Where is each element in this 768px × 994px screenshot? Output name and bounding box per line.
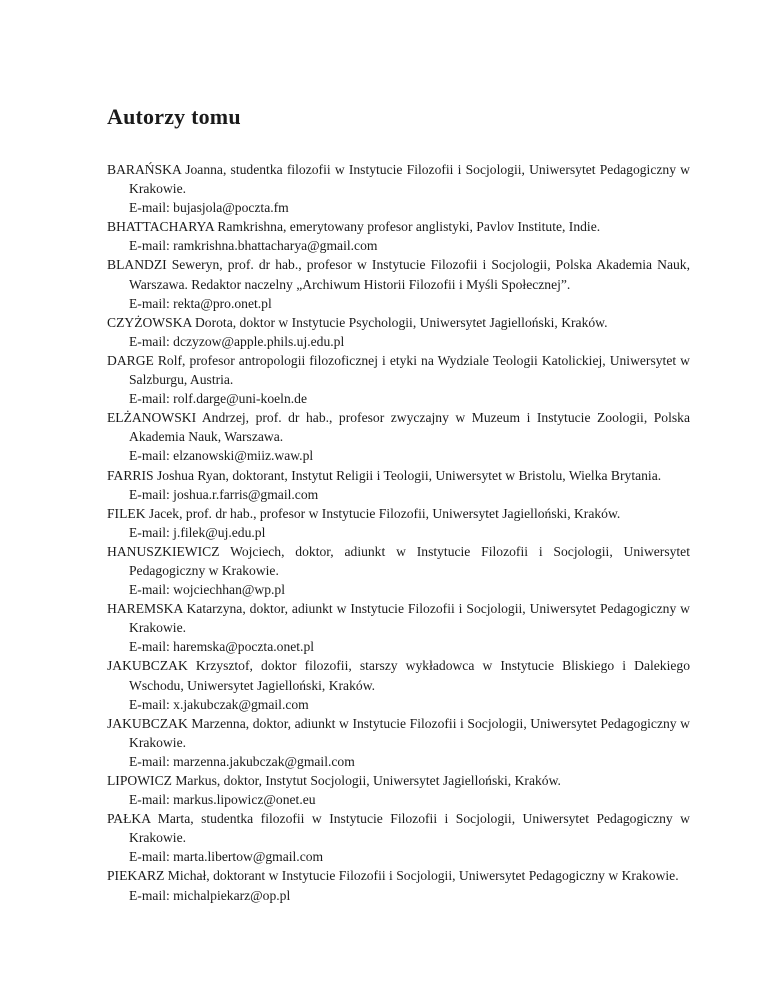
email-label: E-mail: [129,391,174,407]
author-entry [107,866,690,904]
author-description: FILEK Jacek, prof. dr hab., profesor w Instytucie Filozofii, Uniwersytet Jagielloński, Kraków. [107,505,621,521]
author-entry [107,217,690,255]
author-entry [107,809,690,866]
author-entry [107,466,690,504]
email-label: E-mail: [129,524,174,540]
author-description: ELŻANOWSKI Andrzej, prof. dr hab., profesor zwyczajny w Muzeum i Instytucie Zoologii, Polska Akademia Nauk, Warszawa. [107,410,690,445]
author-description: PAŁKA Marta, studentka filozofii w Instytucie Filozofii i Socjologii, Uniwersytet Pedagogiczny w Krakowie. [107,811,690,846]
author-email: rekta@pro.onet.pl [173,295,272,311]
email-label: E-mail: [129,582,174,598]
page-title: Autorzy tomu [107,104,241,129]
email-label: E-mail: [129,486,174,502]
email-label: E-mail: [129,295,174,311]
author-email: joshua.r.farris@gmail.com [173,486,319,502]
author-entry [107,351,690,408]
email-label: E-mail: [129,639,174,655]
author-email: elzanowski@miiz.waw.pl [173,448,314,464]
email-label: E-mail: [129,696,174,712]
author-email: haremska@poczta.onet.pl [173,639,315,655]
email-label: E-mail: [129,887,174,903]
email-label: E-mail: [129,792,174,808]
author-email: bujasjola@poczta.fm [173,200,289,216]
email-label: E-mail: [129,200,174,216]
author-email: marta.libertow@gmail.com [173,849,324,865]
author-entry [107,542,690,599]
author-email: rolf.darge@uni-koeln.de [173,391,307,407]
author-entry [107,313,690,351]
author-email: marzenna.jakubczak@gmail.com [173,753,355,769]
author-email: j.filek@uj.edu.pl [173,524,266,540]
author-email-line [129,580,690,599]
author-description: HAREMSKA Katarzyna, doktor, adiunkt w Instytucie Filozofii i Socjologii, Uniwersytet Pedagogiczny w Krakowie. [107,601,690,636]
author-description: JAKUBCZAK Krzysztof, doktor filozofii, starszy wykładowca w Instytucie Bliskiego i Dalekiego Wschodu, Uniwersytet Jagielloński, Kraków. [107,658,690,693]
author-email-line [129,198,690,217]
author-description: FARRIS Joshua Ryan, doktorant, Instytut Religii i Teologii, Uniwersytet w Bristolu, Wielka Brytania. [107,467,662,483]
author-entry [107,771,690,809]
email-label: E-mail: [129,448,174,464]
author-entry [107,504,690,542]
author-entry [107,255,690,312]
author-email-line [129,332,690,351]
author-email: markus.lipowicz@onet.eu [173,792,316,808]
email-label: E-mail: [129,753,174,769]
author-description: HANUSZKIEWICZ Wojciech, doktor, adiunkt w Instytucie Filozofii i Socjologii, Uniwersytet Pedagogiczny w Krakowie. [107,543,690,578]
author-email-line [129,485,690,504]
author-description: JAKUBCZAK Marzenna, doktor, adiunkt w Instytucie Filozofii i Socjologii, Uniwersytet Pedagogiczny w Krakowie. [107,715,690,750]
author-description: CZYŻOWSKA Dorota, doktor w Instytucie Psychologii, Uniwersytet Jagielloński, Kraków. [107,314,608,330]
author-email-line [129,886,690,905]
author-email: x.jakubczak@gmail.com [173,696,309,712]
author-list [107,160,690,905]
author-email-line [129,790,690,809]
author-email-line [129,446,690,465]
author-entry [107,408,690,465]
author-description: LIPOWICZ Markus, doktor, Instytut Socjologii, Uniwersytet Jagielloński, Kraków. [107,773,561,788]
email-label: E-mail: [129,849,174,865]
author-email-line [129,695,690,714]
author-email-line [129,294,690,313]
author-email: wojciechhan@wp.pl [173,582,285,598]
author-description: PIEKARZ Michał, doktorant w Instytucie Filozofii i Socjologii, Uniwersytet Pedagogiczny w Krakowie. [107,868,679,884]
author-email-line [129,752,690,771]
author-description: DARGE Rolf, profesor antropologii filozoficznej i etyki na Wydziale Teologii Katolickiej, Uniwersytet w Salzburgu, Austria. [107,352,690,388]
author-entry [107,599,690,656]
author-entry [107,160,690,217]
author-email-line [129,389,690,408]
author-email: dczyzow@apple.phils.uj.edu.pl [173,333,345,349]
email-label: E-mail: [129,333,174,349]
author-email-line [129,236,690,255]
author-description: BHATTACHARYA Ramkrishna, emerytowany profesor anglistyki, Pavlov Institute, Indie. [107,219,601,235]
author-description: BARAŃSKA Joanna, studentka filozofii w Instytucie Filozofii i Socjologii, Uniwersytet Pedagogiczny w Krakowie. [107,162,690,197]
author-entry [107,656,690,713]
author-email-line [129,847,690,866]
email-label: E-mail: [129,238,174,254]
author-email-line [129,637,690,656]
author-description: BLANDZI Seweryn, prof. dr hab., profesor w Instytucie Filozofii i Socjologii, Polska Akademia Nauk, Warszawa. Redaktor naczelny „Archiwum Historii Filozofii i Myśli Społecznej”. [107,257,690,292]
author-email: ramkrishna.bhattacharya@gmail.com [173,238,378,254]
author-email: michalpiekarz@op.pl [173,887,291,903]
author-email-line [129,523,690,542]
author-entry [107,714,690,771]
